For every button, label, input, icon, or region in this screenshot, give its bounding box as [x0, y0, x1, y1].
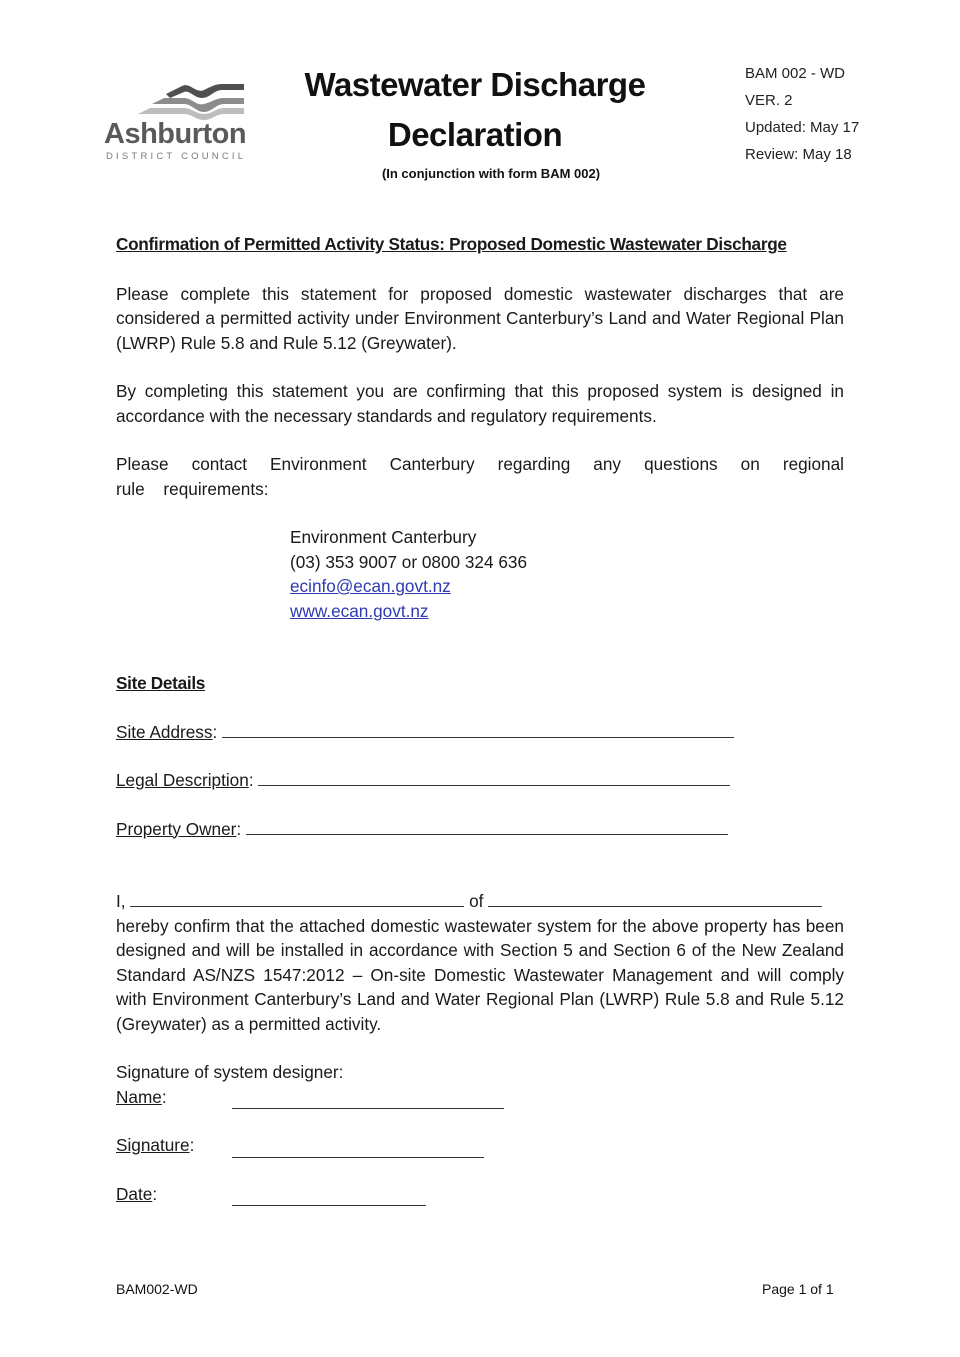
declaration-of-label: of: [469, 891, 484, 911]
site-address-row: Site Address:: [116, 720, 844, 745]
signature-date-row: Date:: [116, 1182, 844, 1207]
site-address-field[interactable]: [222, 721, 734, 738]
signature-date-label: Date: [116, 1183, 153, 1204]
intro-paragraph: Please complete this statement for proposed domestic wastewater discharges that are considered a permitted activity under Environment Canterbury’s Land and Water Regional Plan (LWRP) Rule 5.8 and Rule 5.12 (Greywater).: [116, 283, 844, 353]
page-title: [280, 60, 670, 160]
title-line-1: Wastewater Discharge: [304, 66, 646, 103]
confirming-paragraph: By completing this statement you are confirming that this proposed system is designed in accordance with the necessary standards and regulatory requirements.: [116, 381, 844, 426]
site-address-label: Site Address: [116, 721, 213, 742]
signature-name-row: Name:: [116, 1085, 844, 1110]
contact-email-link[interactable]: ecinfo@ecan.govt.nz: [290, 576, 451, 596]
contact-website-link[interactable]: www.ecan.govt.nz: [290, 600, 429, 621]
signature-name-label: Name: [116, 1086, 162, 1107]
form-code: BAM 002 - WD: [745, 65, 846, 82]
property-owner-field[interactable]: [246, 818, 728, 835]
document-body: [116, 232, 844, 1206]
site-details-heading: Site Details: [116, 673, 206, 693]
confirmation-heading: Confirmation of Permitted Activity Status: Proposed Domestic Wastewater Discharge: [116, 234, 787, 254]
signature-signature-row: Signature:: [116, 1133, 844, 1158]
property-owner-label: Property Owner: [116, 818, 237, 839]
signature-heading: Signature of system designer:: [116, 1062, 344, 1082]
declarant-of-field[interactable]: [488, 890, 822, 907]
designer-date-field[interactable]: [232, 1189, 426, 1206]
designer-signature-field[interactable]: [232, 1141, 484, 1158]
logo-wordmark: Ashburton: [104, 118, 247, 150]
legal-description-row: Legal Description:: [116, 768, 844, 793]
contact-phone: (03) 353 9007 or 0800 324 636: [290, 551, 527, 572]
designer-name-field[interactable]: [232, 1092, 504, 1109]
version: VER. 2: [745, 92, 793, 109]
contact-block: [290, 525, 844, 623]
signature-signature-label: Signature: [116, 1135, 190, 1155]
page-subtitle: (In conjunction with form BAM 002): [381, 166, 601, 181]
footer-page-number: Page 1 of 1: [762, 1281, 834, 1297]
contact-paragraph: Please contact Environment Canterbury regarding any questions on regional rule requirements:: [116, 454, 844, 499]
logo-subtitle: DISTRICT COUNCIL: [106, 151, 247, 162]
contact-org: Environment Canterbury: [290, 527, 477, 547]
footer-form-code: BAM002-WD: [116, 1281, 198, 1297]
declaration-name-row: [116, 889, 844, 914]
review-date: Review: May 18: [745, 146, 852, 163]
title-line-2: Declaration: [387, 116, 563, 153]
property-owner-row: Property Owner:: [116, 817, 844, 842]
wave-logo-icon: [104, 82, 254, 122]
updated-date: Updated: May 17: [745, 119, 860, 136]
declaration-text: hereby confirm that the attached domestic wastewater system for the above property has been designed and will be installed in accordance with Section 5 and Section 6 of the New Zealand Standard AS/NZS 1547:2012 – On-site Domestic Wastewater Management and will comply with Environment Canterbury’s Land and Water Regional Plan (LWRP) Rule 5.8 and Rule 5.12 (Greywater) as a permitted activity.: [116, 915, 844, 1034]
legal-description-label: Legal Description: [116, 770, 249, 790]
legal-description-field[interactable]: [258, 769, 730, 786]
declarant-name-field[interactable]: [130, 890, 464, 907]
council-logo: [104, 82, 254, 164]
document-meta: [745, 60, 859, 168]
declaration-prefix: I,: [116, 891, 126, 911]
